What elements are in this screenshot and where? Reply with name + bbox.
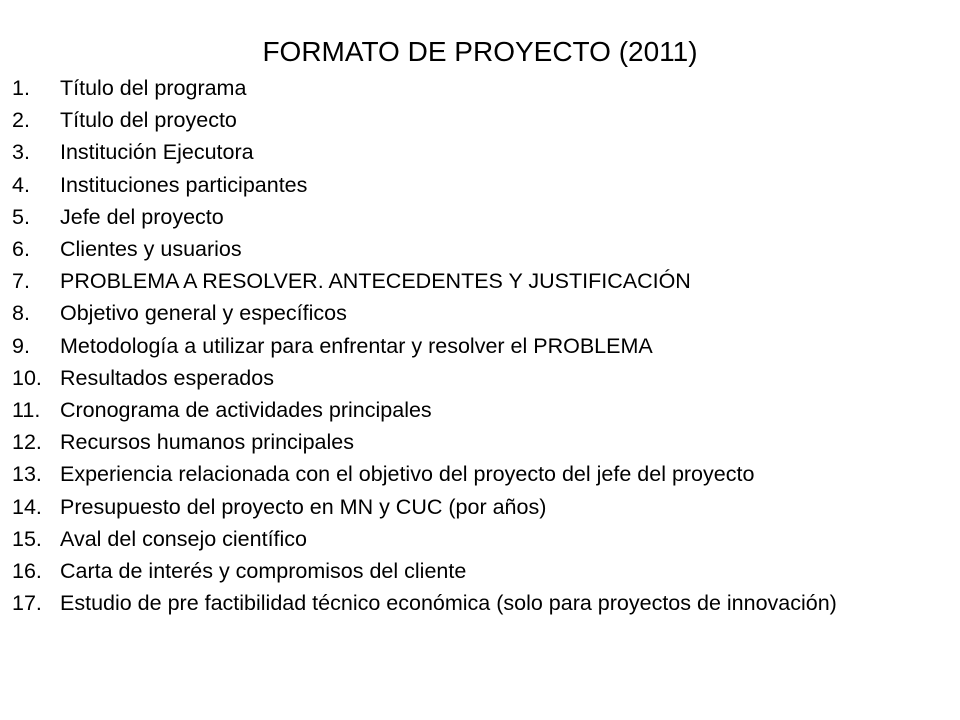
item-text: Instituciones participantes xyxy=(60,172,308,197)
item-number: 16. xyxy=(12,559,42,584)
list-item xyxy=(12,104,952,136)
item-number: 9. xyxy=(12,333,30,358)
item-number: 12. xyxy=(12,430,42,455)
item-text: Recursos humanos principales xyxy=(60,430,354,455)
item-text: Institución Ejecutora xyxy=(60,140,254,165)
list-item xyxy=(12,330,952,362)
list-item xyxy=(12,523,952,555)
item-number: 2. xyxy=(12,108,30,133)
item-number: 5. xyxy=(12,204,30,229)
item-number: 11. xyxy=(12,398,41,423)
list-item xyxy=(12,491,952,523)
item-text: Objetivo general y específicos xyxy=(60,301,347,326)
item-number: 13. xyxy=(12,462,42,487)
list-item xyxy=(12,201,952,233)
item-text: Jefe del proyecto xyxy=(60,204,224,229)
item-number: 1. xyxy=(12,76,30,100)
list-item xyxy=(12,169,952,201)
item-text: Metodología a utilizar para enfrentar y resolver el PROBLEMA xyxy=(60,333,653,358)
item-text: Cronograma de actividades principales xyxy=(60,398,432,423)
item-number: 8. xyxy=(12,301,30,326)
list-item xyxy=(12,426,952,458)
item-number: 15. xyxy=(12,526,42,551)
item-number: 7. xyxy=(12,269,30,294)
item-text: Resultados esperados xyxy=(60,365,274,390)
item-text: Título del programa xyxy=(60,76,247,100)
item-text: Título del proyecto xyxy=(60,108,237,133)
item-text: Carta de interés y compromisos del cliente xyxy=(60,559,467,584)
item-text: Presupuesto del proyecto en MN y CUC (por años) xyxy=(60,494,547,519)
list-item xyxy=(12,555,952,587)
item-text: Estudio de pre factibilidad técnico económica (solo para proyectos de innovación) xyxy=(60,591,837,616)
item-text: Experiencia relacionada con el objetivo del proyecto del jefe del proyecto xyxy=(60,462,755,487)
item-text: Clientes y usuarios xyxy=(60,237,242,262)
list-item xyxy=(12,587,952,619)
list-item xyxy=(12,72,952,104)
page-title: FORMATO DE PROYECTO (2011) xyxy=(262,36,698,67)
list-item xyxy=(12,458,952,490)
item-number: 10. xyxy=(12,365,42,390)
list-item xyxy=(12,136,952,168)
item-number: 6. xyxy=(12,237,30,262)
list-item xyxy=(12,233,952,265)
item-number: 4. xyxy=(12,172,30,197)
list-item xyxy=(12,297,952,329)
list-item xyxy=(12,394,952,426)
item-text: Aval del consejo científico xyxy=(60,526,307,551)
item-number: 17. xyxy=(12,591,42,616)
item-number: 14. xyxy=(12,494,42,519)
item-number: 3. xyxy=(12,140,30,165)
list-item xyxy=(12,265,952,297)
item-text: PROBLEMA A RESOLVER. ANTECEDENTES Y JUSTIFICACIÓN xyxy=(60,269,691,294)
list-item xyxy=(12,362,952,394)
project-format-list xyxy=(12,72,952,619)
